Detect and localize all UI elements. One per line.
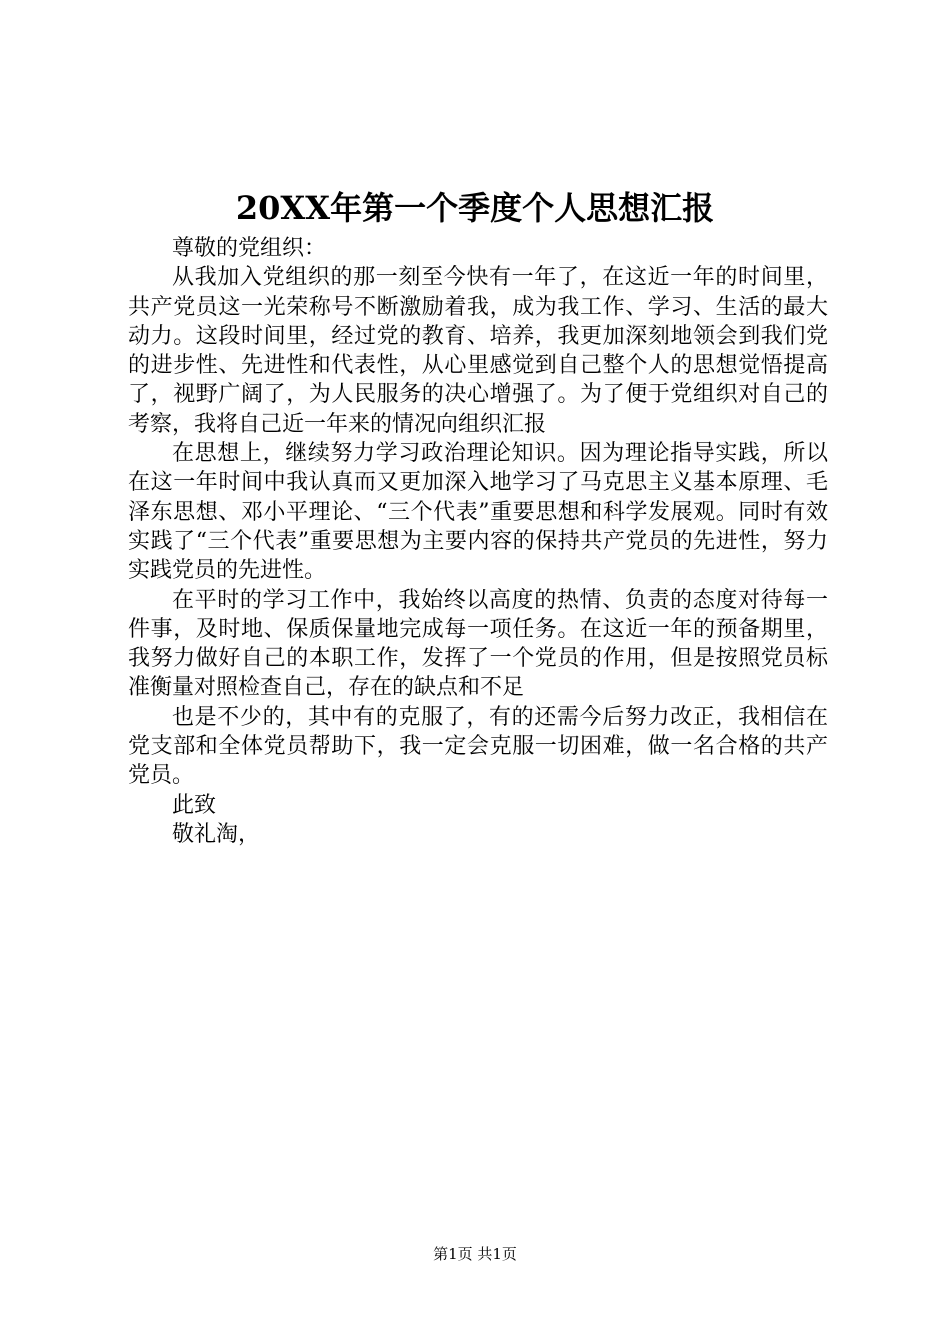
document-title: 20XX年第一个季度个人思想汇报 <box>235 189 715 227</box>
closing-line: 此致 <box>172 792 217 818</box>
paragraph: 在思想上，继续努力学习政治理论知识。因为理论指导实践，所以在这一年时间中我认真而又更加深入地学习了马克思主义基本原理、毛泽东思想、邓小平理论、“三个代表”重要思想和科学发展观。同时有效实践了“三个代表”重要思想为主要内容的保持共产党员的先进性，努力实践党员的先进性。 <box>128 441 828 584</box>
paragraph: 也是不少的，其中有的克服了，有的还需今后努力改正，我相信在党支部和全体党员帮助下，我一定会克服一切困难，做一名合格的共产党员。 <box>128 704 828 789</box>
paragraph: 从我加入党组织的那一刻至今快有一年了，在这近一年的时间里，共产党员这一光荣称号不断激励着我，成为我工作、学习、生活的最大动力。这段时间里，经过党的教育、培养，我更加深刻地领会到我们党的进步性、先进性和代表性，从心里感觉到自己整个人的思想觉悟提高了，视野广阔了，为人民服务的决心增强了。为了便于党组织对自己的考察，我将自己近一年来的情况向组织汇报 <box>128 265 828 437</box>
paragraph: 在平时的学习工作中，我始终以高度的热情、负责的态度对待每一件事，及时地、保质保量地完成每一项任务。在这近一年的预备期里，我努力做好自己的本职工作，发挥了一个党员的作用，但是按照党员标准衡量对照检查自己，存在的缺点和不足 <box>128 587 828 701</box>
salutation: 尊敬的党组织： <box>172 236 327 261</box>
closing-line: 敬礼淘， <box>172 821 261 847</box>
page-footer: 第1页 共1页 <box>433 1245 517 1263</box>
document-body <box>128 234 828 849</box>
